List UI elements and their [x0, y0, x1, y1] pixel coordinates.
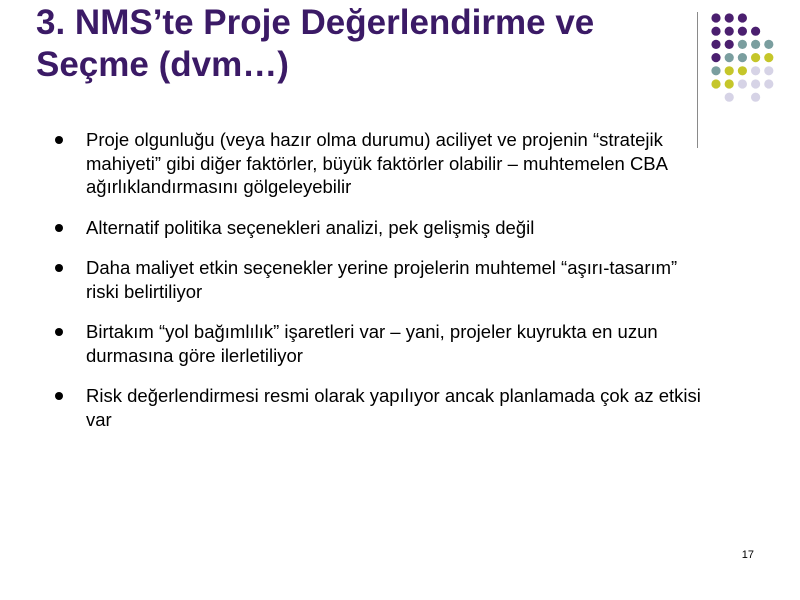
- bullet-list: [52, 128, 712, 448]
- decorative-dot: [764, 40, 773, 49]
- bullet-dot-icon: [55, 136, 63, 144]
- decorative-dot: [764, 53, 773, 62]
- decorative-dot: [711, 13, 720, 22]
- decorative-dot: [711, 66, 720, 75]
- decorative-dot: [764, 66, 773, 75]
- decorative-dot: [751, 40, 760, 49]
- decorative-dot: [711, 27, 720, 36]
- decorative-dot: [751, 79, 760, 88]
- bullet-dot-icon: [55, 224, 63, 232]
- bullet-item: [52, 384, 712, 431]
- decorative-dot: [711, 40, 720, 49]
- decorative-dot-grid: [706, 12, 786, 132]
- bullet-item: [52, 216, 712, 240]
- page-number: 17: [741, 549, 754, 561]
- bullet-text: Proje olgunluğu (veya hazır olma durumu) aciliyet ve projenin “stratejik mahiyeti” gibi diğer faktörler, büyük faktörler olabilir – muhtemelen CBA ağırlıklandırmasını gölgeleyebilir: [86, 129, 667, 197]
- decorative-dot: [711, 79, 720, 88]
- bullet-dot-icon: [55, 264, 63, 272]
- decorative-dot: [738, 79, 747, 88]
- decorative-dot: [725, 27, 734, 36]
- decorative-dot: [764, 79, 773, 88]
- bullet-text: Daha maliyet etkin seçenekler yerine projelerin muhtemel “aşırı-tasarım” riski belirtiliyor: [86, 257, 678, 302]
- bullet-item: [52, 256, 712, 303]
- decorative-dot: [738, 13, 747, 22]
- bullet-text: Alternatif politika seçenekleri analizi, pek gelişmiş değil: [86, 216, 535, 238]
- bullet-dot-icon: [55, 392, 63, 400]
- decorative-dot: [725, 66, 734, 75]
- slide-title: 3. NMS’te Proje Değerlendirme ve Seçme (dvm…): [36, 3, 595, 84]
- decorative-dot: [738, 40, 747, 49]
- bullet-text: Birtakım “yol bağımlılık” işaretleri var – yani, projeler kuyrukta en uzun durmasına göre ilerletiliyor: [86, 321, 658, 366]
- decorative-dot: [738, 66, 747, 75]
- bullet-item: [52, 128, 712, 199]
- decorative-dot: [725, 40, 734, 49]
- bullet-item: [52, 320, 712, 367]
- decorative-dot: [738, 53, 747, 62]
- bullet-text: Risk değerlendirmesi resmi olarak yapılıyor ancak planlamada çok az etkisi var: [86, 385, 701, 430]
- decorative-dot: [725, 93, 734, 102]
- decorative-dot: [725, 13, 734, 22]
- decorative-dot: [725, 79, 734, 88]
- decorative-dot: [751, 66, 760, 75]
- decorative-dot: [738, 27, 747, 36]
- decorative-dot: [751, 93, 760, 102]
- decorative-dot: [725, 53, 734, 62]
- bullet-dot-icon: [55, 328, 63, 336]
- decorative-dot: [751, 53, 760, 62]
- decorative-dot: [711, 53, 720, 62]
- decorative-dot: [751, 27, 760, 36]
